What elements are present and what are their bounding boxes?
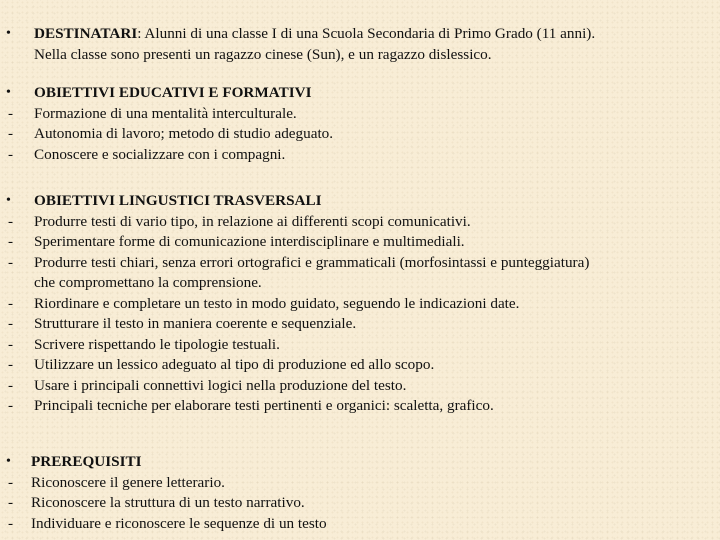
list-item-text: Scrivere rispettando le tipologie testuali. xyxy=(34,335,280,353)
list-item-text: Autonomia di lavoro; metodo di studio adeguato. xyxy=(34,125,334,142)
list-item-text: Riordinare e completare un testo in modo guidato, seguendo le indicazioni date. xyxy=(34,294,520,312)
bullet-icon: • xyxy=(6,454,11,469)
obiettivi-linguistici-heading: OBIETTIVI LINGUSTICI TRASVERSALI xyxy=(34,192,322,209)
dash-icon: - xyxy=(8,233,14,250)
list-item-text: Individuare e riconoscere le sequenze di un testo xyxy=(31,514,327,532)
list-item xyxy=(0,145,720,166)
dash-icon: - xyxy=(8,294,14,312)
dash-icon: - xyxy=(8,315,14,332)
list-item xyxy=(0,514,720,535)
list-item xyxy=(0,376,720,397)
dash-icon: - xyxy=(8,514,14,532)
list-item xyxy=(0,473,720,494)
obiettivi-educativi-heading: OBIETTIVI EDUCATIVI E FORMATIVI xyxy=(34,84,312,101)
list-item-text: Sperimentare forme di comunicazione interdisciplinare e multimediali. xyxy=(34,233,465,250)
list-item-text: Produrre testi chiari, senza errori ortografici e grammaticali (morfosintassi e punteggiatura) xyxy=(34,253,590,271)
dash-icon: - xyxy=(8,494,14,511)
list-item xyxy=(0,124,720,145)
list-item xyxy=(0,396,720,417)
bullet-icon: • xyxy=(6,26,11,41)
obiettivi-linguistici-heading-line xyxy=(0,191,720,212)
list-item-text: Conoscere e socializzare con i compagni. xyxy=(34,145,286,163)
list-item xyxy=(0,355,720,376)
destinatari-label: DESTINATARI xyxy=(34,25,138,42)
dash-icon: - xyxy=(8,335,14,353)
list-item xyxy=(0,253,720,274)
dash-icon: - xyxy=(8,397,14,414)
dash-icon: - xyxy=(8,473,14,491)
list-item-text: Formazione di una mentalità interculturale. xyxy=(34,104,297,122)
dash-icon: - xyxy=(8,125,14,142)
list-item xyxy=(0,493,720,514)
bullet-icon: • xyxy=(6,193,11,208)
prerequisiti-heading-line xyxy=(0,452,720,473)
prerequisiti-heading: PREREQUISITI xyxy=(31,453,142,470)
dash-icon: - xyxy=(8,145,14,163)
list-item-text: Strutturare il testo in maniera coerente e sequenziale. xyxy=(34,315,357,332)
destinatari-continuation: Nella classe sono presenti un ragazzo cinese (Sun), e un ragazzo dislessico. xyxy=(34,45,492,63)
list-item xyxy=(0,212,720,233)
destinatari-text xyxy=(34,24,595,45)
list-item-text: Produrre testi di vario tipo, in relazione ai differenti scopi comunicativi. xyxy=(34,212,471,230)
list-item xyxy=(0,294,720,315)
dash-icon: - xyxy=(8,356,14,373)
list-item xyxy=(0,232,720,253)
section-destinatari xyxy=(0,24,720,65)
list-item-continuation-text: che compromettano la comprensione. xyxy=(34,274,262,291)
dash-icon: - xyxy=(8,212,14,230)
list-item xyxy=(0,314,720,335)
list-item xyxy=(0,335,720,356)
list-item-text: Principali tecniche per elaborare testi pertinenti e organici: scaletta, grafico. xyxy=(34,397,494,414)
dash-icon: - xyxy=(8,253,14,271)
dash-icon: - xyxy=(8,104,14,122)
destinatari-description: : Alunni di una classe I di una Scuola Secondaria di Primo Grado (11 anni). xyxy=(137,25,596,42)
destinatari-cont-line xyxy=(0,45,720,66)
list-item-text: Usare i principali connettivi logici nella produzione del testo. xyxy=(34,376,407,394)
bullet-icon: • xyxy=(6,85,11,100)
list-item-text: Utilizzare un lessico adeguato al tipo di produzione ed allo scopo. xyxy=(34,356,435,373)
dash-icon: - xyxy=(8,376,14,394)
list-item-text: Riconoscere la struttura di un testo narrativo. xyxy=(31,494,305,511)
list-item xyxy=(0,104,720,125)
list-item-continuation xyxy=(0,273,720,294)
obiettivi-educativi-heading-line xyxy=(0,83,720,104)
section-obiettivi-linguistici xyxy=(0,191,720,417)
section-prerequisiti xyxy=(0,452,720,534)
section-obiettivi-educativi xyxy=(0,83,720,165)
list-item-text: Riconoscere il genere letterario. xyxy=(31,473,225,491)
destinatari-line xyxy=(0,24,720,45)
